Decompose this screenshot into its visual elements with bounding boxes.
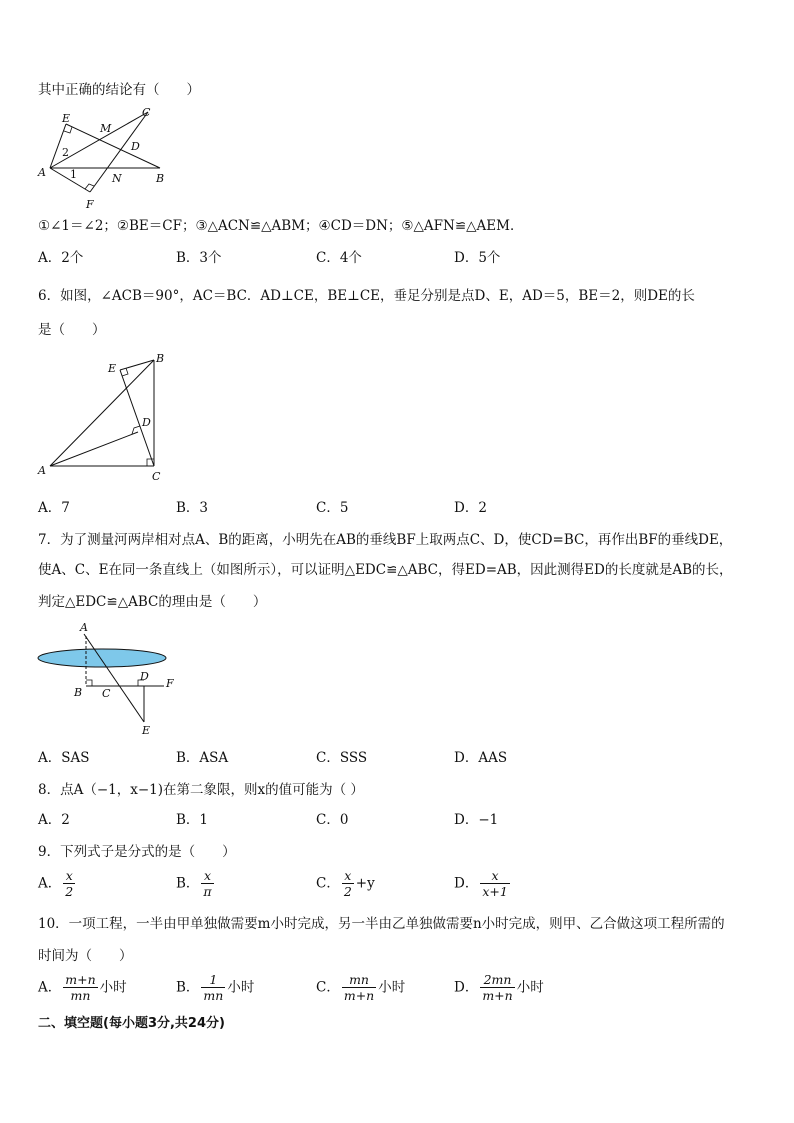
q7-option-a[interactable]: A．SAS <box>38 750 90 766</box>
q7-stem-line1: 7．为了测量河两岸相对点A、B的距离，小明先在AB的垂线BF上取两点C、D，使CD=BC，再作出BF的垂线DE， <box>38 532 733 548</box>
label-E: E <box>142 724 151 737</box>
q9-stem: 9．下列式子是分式的是（ ） <box>38 844 236 860</box>
q6-stem-line2: 是（ ） <box>38 322 106 338</box>
label-M: M <box>100 122 112 135</box>
q5-figure <box>34 104 174 212</box>
q10-stem-line1: 10．一项工程，一半由甲单独做需要m小时完成，另一半由乙单独做需要n小时完成，则甲、乙合做这项工程所需的 <box>38 916 725 932</box>
q7-stem-line2: 使A、C、E在同一条直线上（如图所示），可以证明△EDC≌△ABC，得ED=AB，因此测得ED的长度就是AB的长， <box>38 562 733 578</box>
label-F: F <box>86 198 94 211</box>
label-A: A <box>38 166 46 179</box>
label-B: B <box>74 686 83 699</box>
q6-option-c[interactable]: C．5 <box>316 500 349 516</box>
label-A: A <box>38 464 46 477</box>
q5-stem: 其中正确的结论有（ ） <box>38 82 200 98</box>
q10-stem-line2: 时间为（ ） <box>38 948 133 964</box>
label-1: 1 <box>70 168 77 181</box>
q5-option-b[interactable]: B．3个 <box>176 250 222 266</box>
q7-stem-line3: 判定△EDC≌△ABC的理由是（ ） <box>38 594 267 610</box>
q5-option-d[interactable]: D．5个 <box>454 250 501 266</box>
q9-option-a[interactable]: A． $\frac{x}{2}$ <box>38 868 74 899</box>
q7-option-b[interactable]: B．ASA <box>176 750 229 766</box>
q10-option-d[interactable]: D． $\frac{2mn}{m+n}$ 小时 <box>454 972 544 1003</box>
q6-stem-line1: 6．如图，∠ACB＝90°，AC＝BC．AD⊥CE，BE⊥CE，垂足分别是点D、E，AD＝5，BE＝2，则DE的长 <box>38 288 695 304</box>
label-E: E <box>108 362 117 375</box>
q9-option-d[interactable]: D． $\frac{x}{x+1}$ <box>454 868 508 899</box>
q9-option-b[interactable]: B． $\frac{x}{\pi}$ <box>176 868 212 899</box>
label-F: F <box>166 677 174 690</box>
q10-option-c[interactable]: C． $\frac{mn}{m+n}$ 小时 <box>316 972 406 1003</box>
q7-option-c[interactable]: C．SSS <box>316 750 368 766</box>
q5-option-c[interactable]: C．4个 <box>316 250 362 266</box>
label-N: N <box>112 172 122 185</box>
label-C: C <box>142 106 151 119</box>
q9-option-c[interactable]: C． $\frac{x}{2}$ +y <box>316 868 375 899</box>
q8-option-b[interactable]: B．1 <box>176 812 209 828</box>
label-C: C <box>102 687 111 700</box>
q5-conclusions: ①∠1＝∠2；②BE＝CF；③△ACN≌△ABM；④CD＝DN；⑤△AFN≌△AEM． <box>38 218 524 234</box>
q7-option-d[interactable]: D．AAS <box>454 750 508 766</box>
label-B: B <box>156 352 165 365</box>
label-A: A <box>80 621 88 634</box>
q6-option-d[interactable]: D．2 <box>454 500 487 516</box>
section-title: 二、填空题(每小题3分,共24分) <box>38 1016 225 1031</box>
label-D: D <box>140 670 149 683</box>
q6-option-a[interactable]: A．7 <box>38 500 70 516</box>
q8-option-c[interactable]: C．0 <box>316 812 349 828</box>
label-D: D <box>131 140 140 153</box>
river-shape <box>38 649 166 667</box>
q8-option-d[interactable]: D．−1 <box>454 812 499 828</box>
q6-figure <box>34 348 174 484</box>
label-2: 2 <box>62 146 69 159</box>
label-E: E <box>62 112 71 125</box>
q10-option-a[interactable]: A． $\frac{m+n}{mn}$ 小时 <box>38 972 127 1003</box>
label-B: B <box>156 172 165 185</box>
label-D: D <box>142 416 151 429</box>
q8-stem: 8．点A（−1，x−1)在第二象限，则x的值可能为（ ） <box>38 782 364 798</box>
q6-option-b[interactable]: B．3 <box>176 500 209 516</box>
q7-figure <box>34 620 184 740</box>
q8-option-a[interactable]: A．2 <box>38 812 70 828</box>
q5-option-a[interactable]: A．2个 <box>38 250 84 266</box>
q10-option-b[interactable]: B． $\frac{1}{mn}$ 小时 <box>176 972 255 1003</box>
label-C: C <box>152 470 161 483</box>
